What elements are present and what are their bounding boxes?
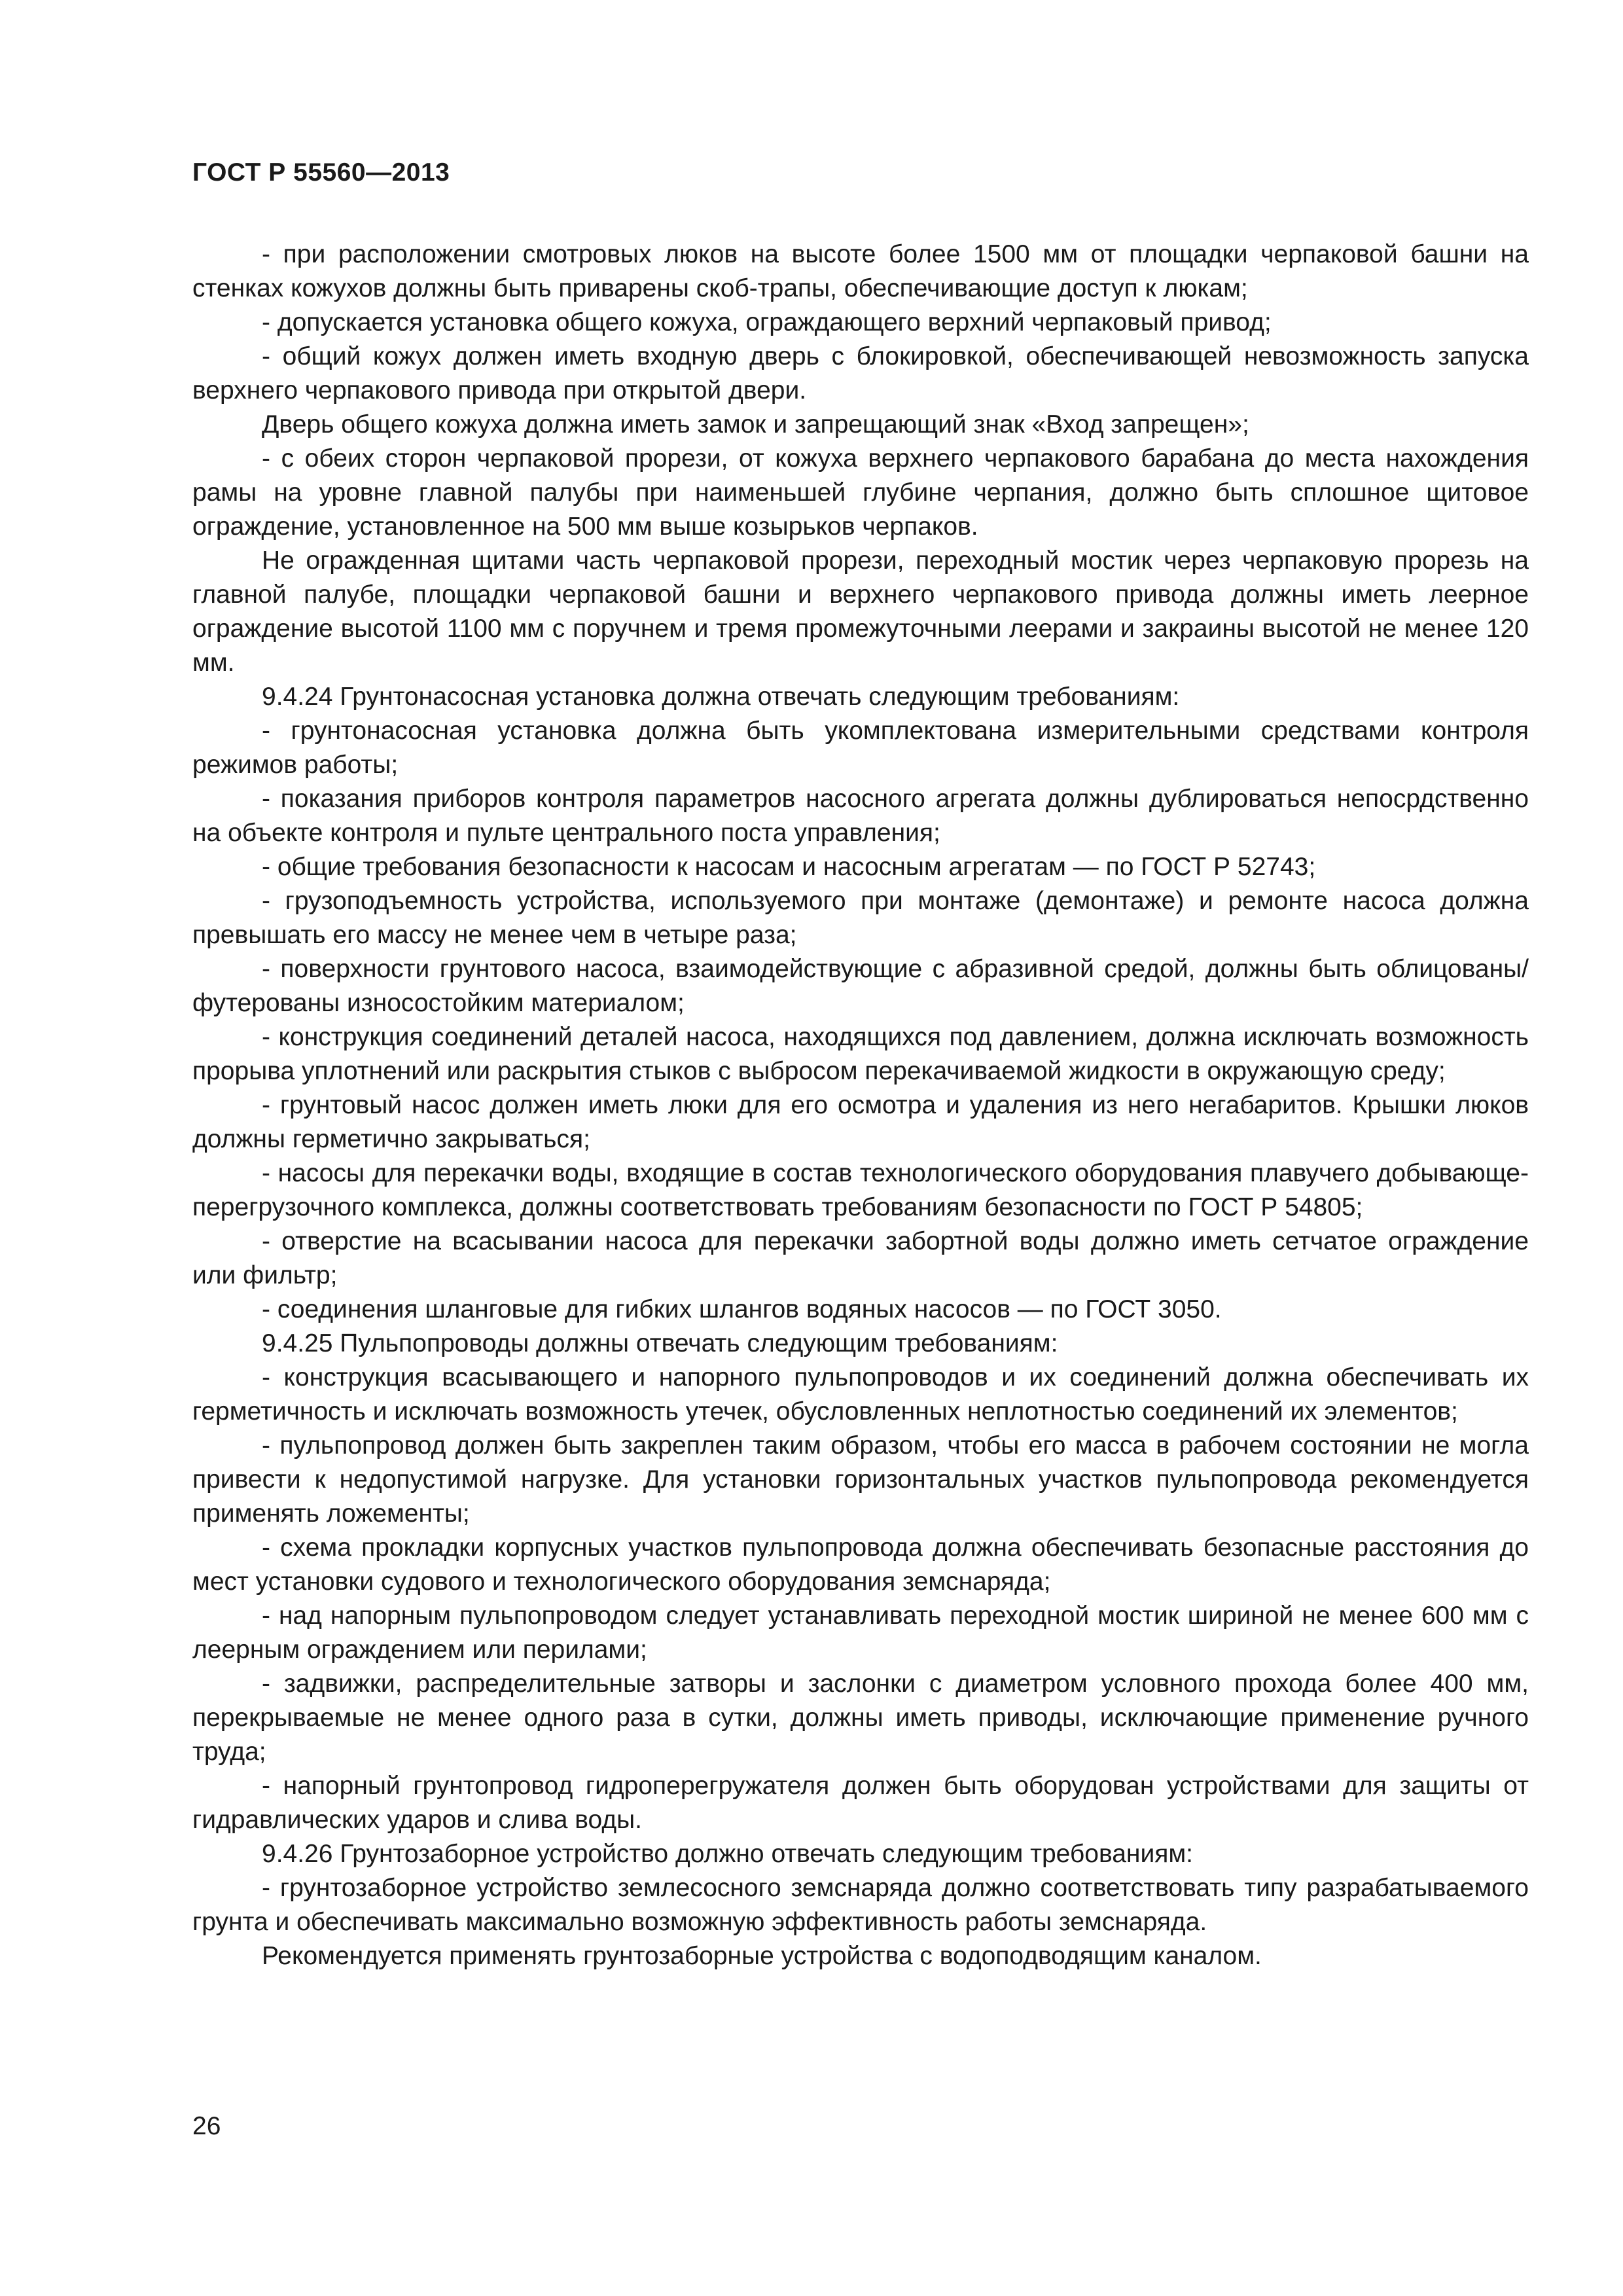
paragraph: Рекомендуется применять грунтозаборные устройства с водоподводящим каналом. xyxy=(262,1942,1262,1970)
paragraph: - соединения шланговые для гибких шлангов водяных насосов — по ГОСТ 3050. xyxy=(262,1295,1222,1323)
document-body xyxy=(192,238,1529,1973)
paragraph: - пульпопровод должен быть закреплен таким образом, чтобы его масса в рабочем состоянии не могла привести к недопустимой нагрузке. Для установки горизонтальных участков пульпопровода рекомендуется применять ложементы; xyxy=(192,1431,1529,1528)
paragraph: Дверь общего кожуха должна иметь замок и запрещающий знак «Вход запрещен»; xyxy=(262,410,1249,439)
paragraph: - насосы для перекачки воды, входящие в состав технологического оборудования плавучего добывающе-перегрузочного комплекса, должны соответствовать требованиям безопасности по ГОСТ Р 54805; xyxy=(192,1159,1529,1221)
paragraph: - напорный грунтопровод гидроперегружателя должен быть оборудован устройствами для защиты от гидравлических ударов и слива воды. xyxy=(192,1772,1529,1834)
paragraph: - конструкция всасывающего и напорного пульпопроводов и их соединений должна обеспечивать их герметичность и исключать возможность утечек, обусловленных неплотностью соединений их элементов; xyxy=(192,1363,1529,1426)
section-heading-9-4-26: 9.4.26 Грунтозаборное устройство должно отвечать следующим требованиям: xyxy=(262,1840,1194,1868)
paragraph: - при расположении смотровых люков на высоте более 1500 мм от площадки черпаковой башни на стенках кожухов должны быть приварены скоб-трапы, обеспечивающие доступ к люкам; xyxy=(192,240,1529,302)
paragraph: - с обеих сторон черпаковой прорези, от кожуха верхнего черпакового барабана до места нахождения рамы на уровне главной палубы при наименьшей глубине черпания, должно быть сплошное щитовое ограждение, установленное на 500 мм выше козырьков черпаков. xyxy=(192,444,1529,541)
paragraph: - допускается установка общего кожуха, ограждающего верхний черпаковый привод; xyxy=(262,308,1272,336)
paragraph: - схема прокладки корпусных участков пульпопровода должна обеспечивать безопасные расстояния до мест установки судового и технологического оборудования земснаряда; xyxy=(192,1534,1529,1596)
paragraph: - отверстие на всасывании насоса для перекачки забортной воды должно иметь сетчатое ограждение или фильтр; xyxy=(192,1227,1529,1289)
document-header: ГОСТ Р 55560—2013 xyxy=(192,158,450,187)
paragraph: - поверхности грунтового насоса, взаимодействующие с абразивной средой, должны быть облицованы/футерованы износостойким материалом; xyxy=(192,955,1529,1017)
section-heading-9-4-24: 9.4.24 Грунтонасосная установка должна отвечать следующим требованиям: xyxy=(262,683,1180,711)
paragraph: Не огражденная щитами часть черпаковой прорези, переходный мостик через черпаковую прорезь на главной палубе, площадки черпаковой башни и верхнего черпакового привода должны иметь леерное ограждение высотой 1100 мм с поручнем и тремя промежуточными леерами и закраины высотой не менее 120 мм. xyxy=(192,547,1529,677)
section-heading-9-4-25: 9.4.25 Пульпопроводы должны отвечать следующим требованиям: xyxy=(262,1329,1058,1357)
page-number: 26 xyxy=(192,2112,221,2140)
paragraph: - задвижки, распределительные затворы и заслонки с диаметром условного прохода более 400 мм, перекрываемые не менее одного раза в сутки, должны иметь приводы, исключающие применение ручного труда; xyxy=(192,1670,1529,1766)
paragraph: - грунтонасосная установка должна быть укомплектована измерительными средствами контроля режимов работы; xyxy=(192,717,1529,779)
paragraph: - грунтозаборное устройство землесосного земснаряда должно соответствовать типу разрабатываемого грунта и обеспечивать максимально возможную эффективность работы земснаряда. xyxy=(192,1874,1529,1936)
paragraph: - над напорным пульпопроводом следует устанавливать переходной мостик шириной не менее 600 мм с леерным ограждением или перилами; xyxy=(192,1602,1529,1664)
paragraph: - общие требования безопасности к насосам и насосным агрегатам — по ГОСТ Р 52743; xyxy=(262,853,1316,881)
paragraph: - показания приборов контроля параметров насосного агрегата должны дублироваться непосрдственно на объекте контроля и пульте центрального поста управления; xyxy=(192,785,1529,847)
paragraph: - грунтовый насос должен иметь люки для его осмотра и удаления из него негабаритов. Крышки люков должны герметично закрываться; xyxy=(192,1091,1529,1153)
paragraph: - общий кожух должен иметь входную дверь с блокировкой, обеспечивающей невозможность запуска верхнего черпакового привода при открытой двери. xyxy=(192,342,1529,404)
paragraph: - грузоподъемность устройства, используемого при монтаже (демонтаже) и ремонте насоса должна превышать его массу не менее чем в четыре раза; xyxy=(192,887,1529,949)
paragraph: - конструкция соединений деталей насоса, находящихся под давлением, должна исключать возможность прорыва уплотнений или раскрытия стыков с выбросом перекачиваемой жидкости в окружающую среду; xyxy=(192,1023,1529,1085)
